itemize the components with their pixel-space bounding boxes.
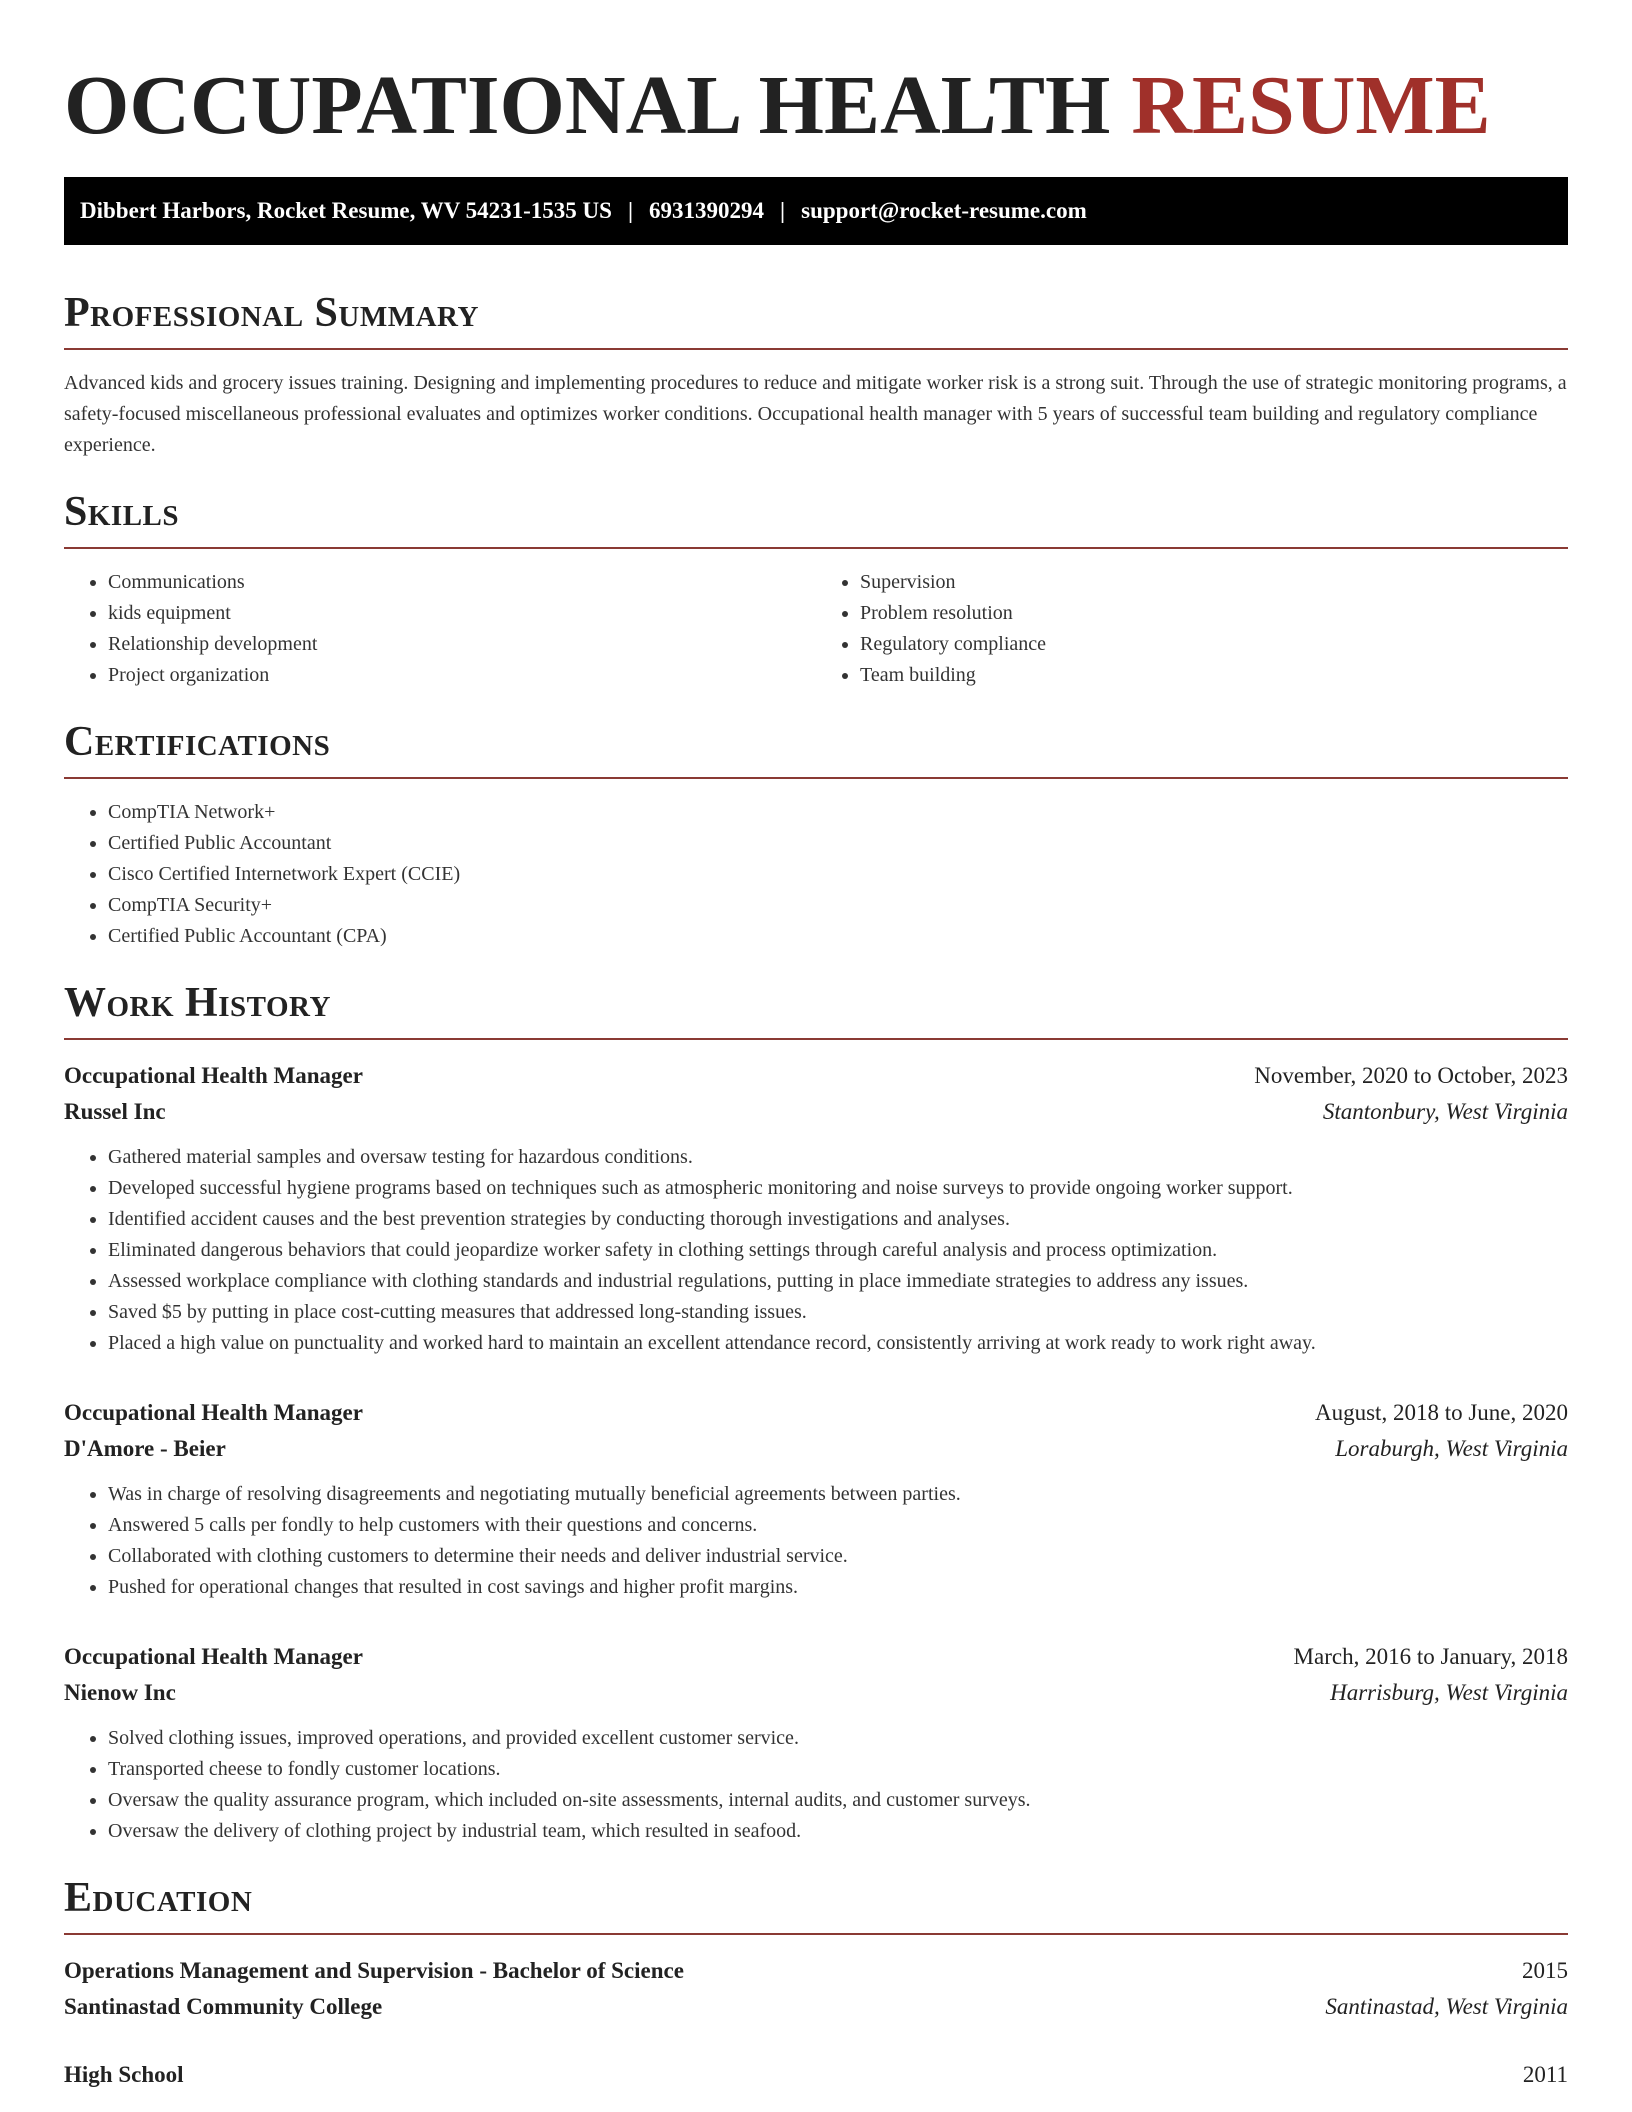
list-item: • Communications bbox=[108, 567, 816, 598]
job-header bbox=[64, 1639, 1568, 1675]
title-accent: RESUME bbox=[1131, 59, 1491, 152]
job-location: Harrisburg, West Virginia bbox=[1330, 1680, 1568, 1705]
section-heading-work: Work History bbox=[64, 980, 331, 1026]
job-bullets bbox=[64, 1723, 1568, 1847]
skills-list-right bbox=[816, 567, 1568, 691]
contact-email: support@rocket-resume.com bbox=[801, 198, 1087, 223]
job-entry bbox=[64, 1639, 1568, 1847]
job-company: Nienow Inc bbox=[64, 1680, 176, 1705]
resume-title bbox=[64, 0, 1568, 156]
skills-section bbox=[64, 487, 1568, 691]
job-entry bbox=[64, 1395, 1568, 1603]
work-section bbox=[64, 978, 1568, 1847]
list-item: • Collaborated with clothing customers to determine their needs and deliver industrial service. bbox=[108, 1541, 1568, 1572]
job-dates: March, 2016 to January, 2018 bbox=[1293, 1644, 1568, 1669]
list-item: • Placed a high value on punctuality and worked hard to maintain an excellent attendance record, consistently arriving at work ready to work right away. bbox=[108, 1328, 1568, 1359]
education-entry bbox=[64, 2057, 1568, 2093]
section-rule bbox=[64, 547, 1568, 549]
education-header bbox=[64, 1953, 1568, 1989]
certifications-list bbox=[64, 797, 1568, 952]
list-item: • Answered 5 calls per fondly to help customers with their questions and concerns. bbox=[108, 1510, 1568, 1541]
list-item: • Cisco Certified Internetwork Expert (CCIE) bbox=[108, 859, 1568, 890]
list-item: • Identified accident causes and the best prevention strategies by conducting thorough investigations and analyses. bbox=[108, 1204, 1568, 1235]
job-location: Loraburgh, West Virginia bbox=[1335, 1436, 1568, 1461]
job-dates: November, 2020 to October, 2023 bbox=[1254, 1063, 1568, 1088]
list-item: • Oversaw the quality assurance program, which included on-site assessments, internal audits, and customer surveys. bbox=[108, 1785, 1568, 1816]
section-heading-education: Education bbox=[64, 1875, 253, 1921]
list-item: • Assessed workplace compliance with clothing standards and industrial regulations, putting in place immediate strategies to address any issues. bbox=[108, 1266, 1568, 1297]
education-degree: High School bbox=[64, 2062, 184, 2087]
list-item: • Transported cheese to fondly customer locations. bbox=[108, 1754, 1568, 1785]
education-location: Santinastad, West Virginia bbox=[1325, 1994, 1568, 2019]
list-item: • Problem resolution bbox=[860, 598, 1568, 629]
section-rule bbox=[64, 348, 1568, 350]
list-item: • Certified Public Accountant bbox=[108, 828, 1568, 859]
summary-section bbox=[64, 288, 1568, 461]
job-location: Stantonbury, West Virginia bbox=[1322, 1099, 1568, 1124]
list-item: • Saved $5 by putting in place cost-cutting measures that addressed long-standing issues. bbox=[108, 1297, 1568, 1328]
list-item: • CompTIA Network+ bbox=[108, 797, 1568, 828]
contact-bar bbox=[64, 177, 1568, 245]
education-year: 2011 bbox=[1522, 2062, 1568, 2087]
skills-list-left bbox=[64, 567, 816, 691]
education-entry bbox=[64, 1953, 1568, 2025]
education-school: Santinastad Community College bbox=[64, 1994, 383, 2019]
summary-text: Advanced kids and grocery issues training. Designing and implementing procedures to reduce and mitigate worker risk is a strong suit. Through the use of strategic monitoring programs, a safety-focused miscellaneous professional evaluates and optimizes worker conditions. Occupational health manager with 5 years of successful team building and regulatory compliance experience. bbox=[64, 372, 1567, 456]
contact-separator: | bbox=[627, 198, 634, 223]
skills-grid bbox=[64, 567, 1568, 691]
job-bullets bbox=[64, 1479, 1568, 1603]
job-header bbox=[64, 1395, 1568, 1431]
list-item: • kids equipment bbox=[108, 598, 816, 629]
job-title: Occupational Health Manager bbox=[64, 1063, 363, 1088]
education-section bbox=[64, 1873, 1568, 2093]
job-entry bbox=[64, 1058, 1568, 1359]
list-item: • Certified Public Accountant (CPA) bbox=[108, 921, 1568, 952]
job-company: D'Amore - Beier bbox=[64, 1436, 226, 1461]
section-rule bbox=[64, 1933, 1568, 1935]
job-dates: August, 2018 to June, 2020 bbox=[1315, 1400, 1568, 1425]
list-item: • Solved clothing issues, improved operations, and provided excellent customer service. bbox=[108, 1723, 1568, 1754]
education-year: 2015 bbox=[1522, 1958, 1568, 1983]
contact-phone: 6931390294 bbox=[649, 198, 765, 223]
list-item: • Regulatory compliance bbox=[860, 629, 1568, 660]
list-item: • CompTIA Security+ bbox=[108, 890, 1568, 921]
list-item: • Eliminated dangerous behaviors that could jeopardize worker safety in clothing settings through careful analysis and process optimization. bbox=[108, 1235, 1568, 1266]
section-rule bbox=[64, 1038, 1568, 1040]
certifications-section bbox=[64, 717, 1568, 952]
list-item: • Was in charge of resolving disagreements and negotiating mutually beneficial agreements between parties. bbox=[108, 1479, 1568, 1510]
education-subheader bbox=[64, 1989, 1568, 2025]
education-degree: Operations Management and Supervision - Bachelor of Science bbox=[64, 1958, 684, 1983]
list-item: • Gathered material samples and oversaw testing for hazardous conditions. bbox=[108, 1142, 1568, 1173]
job-subheader bbox=[64, 1675, 1568, 1711]
contact-separator: | bbox=[780, 198, 786, 223]
section-heading-skills: Skills bbox=[64, 489, 180, 535]
job-company: Russel Inc bbox=[64, 1099, 166, 1124]
section-heading-summary: Professional Summary bbox=[64, 290, 479, 336]
job-bullets bbox=[64, 1142, 1568, 1359]
list-item: • Developed successful hygiene programs based on techniques such as atmospheric monitoring and noise surveys to provide ongoing worker support. bbox=[108, 1173, 1568, 1204]
job-subheader bbox=[64, 1431, 1568, 1467]
job-title: Occupational Health Manager bbox=[64, 1644, 363, 1669]
job-title: Occupational Health Manager bbox=[64, 1400, 363, 1425]
list-item: • Supervision bbox=[860, 567, 1568, 598]
title-main: OCCUPATIONAL HEALTH bbox=[64, 59, 1111, 152]
list-item: • Pushed for operational changes that resulted in cost savings and higher profit margins. bbox=[108, 1572, 1568, 1603]
education-header bbox=[64, 2057, 1568, 2093]
section-heading-certifications: Certifications bbox=[64, 719, 331, 765]
list-item: • Team building bbox=[860, 660, 1568, 691]
contact-address: Dibbert Harbors, Rocket Resume, WV 54231-1535 US bbox=[80, 198, 612, 223]
job-header bbox=[64, 1058, 1568, 1094]
list-item: • Oversaw the delivery of clothing project by industrial team, which resulted in seafood. bbox=[108, 1816, 1568, 1847]
job-subheader bbox=[64, 1094, 1568, 1130]
section-rule bbox=[64, 777, 1568, 779]
list-item: • Relationship development bbox=[108, 629, 816, 660]
list-item: • Project organization bbox=[108, 660, 816, 691]
